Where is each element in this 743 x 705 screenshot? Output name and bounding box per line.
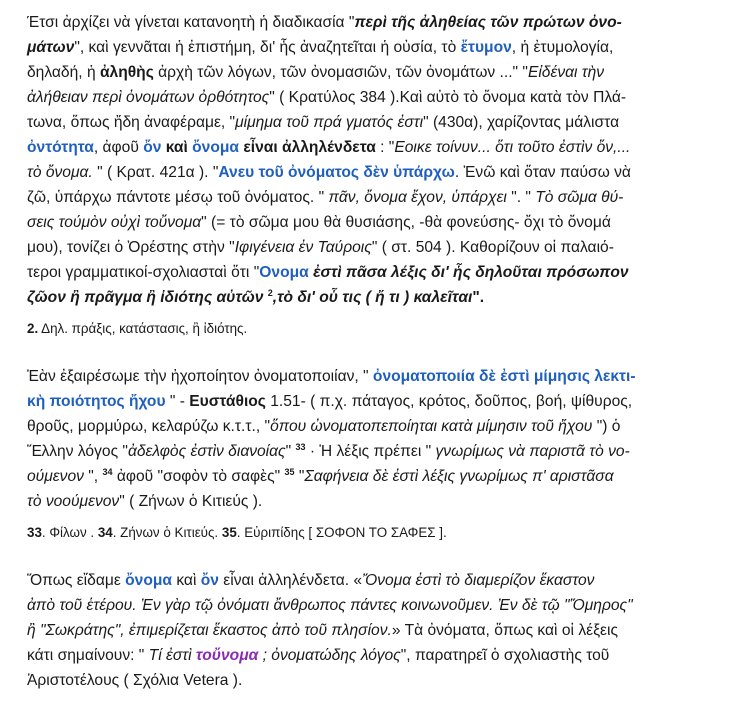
- text: Ἕλλην λόγος ": [27, 443, 128, 460]
- keyword-on: ὄν: [200, 572, 219, 589]
- footnote-ref: 34: [102, 467, 113, 477]
- keyword-ontotita: ὀντότητα: [27, 139, 94, 156]
- keyword-on: ὄν: [143, 139, 162, 156]
- quote-text: ἀλήθειαν περὶ ὀνομάτων ὀρθότητος: [27, 89, 270, 106]
- footnote-text: . Εὐριπίδης [ ΣΟΦΟΝ ΤΟ ΣΑΦΕΣ ].: [236, 525, 447, 540]
- quote-text: τὸ ὄνομα.: [27, 164, 98, 181]
- p1-line-3: [27, 62, 604, 85]
- quote-text: ; ὀνοματώδης λόγος: [258, 647, 401, 664]
- text: " (= τὸ σῶμα μου θὰ θυσιάσης, -θὰ φονεύσης- ὄχι τὸ ὄνομά: [201, 214, 611, 231]
- text: ": [294, 468, 305, 485]
- footnote-ref: 2: [267, 288, 273, 298]
- keyword-anev-onomatos: Ανευ τοῦ ὀνόματος δὲν ὑπάρχω: [218, 164, 455, 181]
- p2-line-6: [27, 491, 262, 514]
- p2-line-4: [27, 441, 630, 464]
- p3-line-2: [27, 595, 633, 618]
- text: εἶναι ἀλληλένδετα. «: [218, 572, 363, 589]
- p3-line-1: [27, 570, 594, 593]
- emphasis-text: περὶ τῆς ἀληθείας τῶν πρώτων ὀνο-: [354, 14, 622, 31]
- keyword-tounoma: τοὔνομα: [195, 647, 259, 664]
- text: τωνα, ὅπως ἤδη ἀναφέραμε, ": [27, 114, 236, 131]
- footnote-number: 33: [27, 525, 42, 540]
- text: , ἡ ἐτυμολογία,: [511, 39, 614, 56]
- footnote-number: 34: [97, 525, 113, 540]
- text: " ( Κρατύλος 384 ).Καὶ αὐτὸ τὸ ὄνομα κατὰ τὸν Πλά-: [269, 89, 627, 106]
- text: : ": [375, 139, 395, 156]
- p2-line-5: [27, 466, 614, 489]
- keyword-onomatopoiia: κὴ ποιότητος ἤχου: [27, 393, 166, 410]
- text: καὶ: [161, 139, 193, 156]
- p1-line-4: [27, 87, 626, 110]
- text: ζῶ, ὑπάρχω πάντοτε μέσῳ τοῦ ὀνόματος. ": [27, 189, 329, 206]
- emphasis-text: εἶναι ἀλληλένδετα: [239, 139, 376, 156]
- p1-line-5: [27, 112, 619, 135]
- quote-text: ἀπὸ τοῦ ἑτέρου. Ἐν γὰρ τῷ ὀνόματι ἄνθρωπος πάντες κοινωνοῦμεν. Ἐν δὲ τῷ "Ὅμηρος": [27, 597, 633, 614]
- text: ", παρατηρεῖ ὁ σχολιαστὴς τοῦ: [400, 647, 610, 664]
- p1-line-2: [27, 37, 613, 60]
- text: . Ἐνῶ καὶ ὅταν παύσω νὰ: [454, 164, 631, 181]
- text: ", καὶ γεννᾶται ἡ ἐπιστήμη, δι' ἧς ἀναζητεῖται ἡ οὐσία, τὸ: [74, 39, 461, 56]
- text: » Τὰ ὀνόματα, ὅπως καὶ οἱ λέξεις: [391, 622, 618, 639]
- text: ".: [472, 289, 485, 306]
- p3-line-3: [27, 620, 618, 643]
- p3-line-5: [27, 670, 242, 693]
- quote-text: Τὸ σῶμα θύ-: [535, 189, 624, 206]
- quote-text: ἀδελφὸς ἐστὶν διανοίας: [127, 443, 286, 460]
- p1-line-1: [27, 12, 622, 35]
- keyword-onoma: ὄνομα: [125, 572, 172, 589]
- quote-text: Εἰδέναι τὴν: [527, 64, 605, 81]
- text: θροῦς, μορμύρω, κελαρύζω κ.τ.τ., ": [27, 418, 271, 435]
- quote-text: Ὄνομα ἐστὶ τὸ διαμερίζον ἕκαστον: [362, 572, 595, 589]
- text: " (430α), χαρίζοντας μάλιστα: [423, 114, 620, 131]
- p1-line-11: [27, 262, 629, 285]
- quote-text: Εοικε τοίνυν... ὅτι τοῦτο ἐστὶν ὄν,...: [394, 139, 631, 156]
- footnotes-33-35: [27, 522, 447, 545]
- text: Έτσι ἀρχίζει νὰ γίνεται κατανοητὴ ἡ διαδικασία ": [27, 14, 355, 31]
- keyword-alethes: ἀληθὴς: [99, 64, 154, 81]
- emphasis-text: ἐστὶ πᾶσα λέξις δι' ἧς δηλοῦται πρόσωπον: [308, 264, 629, 281]
- footnote-ref: 35: [284, 467, 295, 477]
- text: μου), τονίζει ὁ Ὀρέστης στὴν ": [27, 239, 235, 256]
- quote-text: πᾶν, ὄνομα ἔχον, ὑπάρχει: [328, 189, 507, 206]
- text: " ( Ζήνων ὁ Κιτιεύς ).: [119, 493, 263, 510]
- keyword-onoma: ὄνομα: [192, 139, 240, 156]
- text: Ἀριστοτέλους ( Σχόλια Vetera ).: [27, 672, 243, 689]
- text: ") ὁ: [592, 418, 621, 435]
- keyword-onomatopoiia: ὀνοματοποιία δὲ ἐστὶ μίμησις λεκτι-: [372, 368, 636, 385]
- quote-text: τὸ νοούμενον: [27, 493, 120, 510]
- text: " ( στ. 504 ). Καθορίζουν οἱ παλαιό-: [371, 239, 614, 256]
- p1-line-8: [27, 187, 623, 210]
- footnote-number: 2.: [27, 321, 39, 336]
- text: ἀρχὴ τῶν λόγων, τῶν ὀνομασιῶν, τῶν ὀνομάτων ..." ": [153, 64, 528, 81]
- p2-line-3: [27, 416, 620, 439]
- quote-text: Σαφήνεια δὲ ἐστὶ λέξις γνωρίμως π' αριστᾶσα: [304, 468, 614, 485]
- text: , ἀφοῦ: [93, 139, 144, 156]
- emphasis-text: ,τὸ δι' οὗ τις ( ἤ τι ) καλεῖται: [272, 289, 473, 306]
- text: 1.51- ( π.χ. πάταγος, κρότος, δοῦπος, βοή, ψίθυρος,: [265, 393, 633, 410]
- keyword-onoma-def: Ονομα: [259, 264, 309, 281]
- emphasis-text: ζῶον ἢ πρᾶγμα ἢ ἰδιότης αὐτῶν: [27, 289, 268, 306]
- text: ἀφοῦ "σοφὸν τὸ σαφὲς": [112, 468, 285, 485]
- footnote-number: 35: [221, 525, 237, 540]
- text: δηλαδή, ἡ: [27, 64, 100, 81]
- quote-text: ούμενον: [27, 468, 84, 485]
- text: ": [285, 443, 296, 460]
- footnote-ref: 33: [295, 442, 306, 452]
- text: ",: [83, 468, 103, 485]
- text: " -: [165, 393, 190, 410]
- quote-text: σεις τούμὸν οὐχὶ τοὔνομα: [27, 214, 202, 231]
- emphasis-text: μάτων: [27, 39, 75, 56]
- text: Ἐὰν ἐξαιρέσωμε τὴν ἠχοποίητον ὀνοματοποιίαν, ": [27, 368, 373, 385]
- text: Ὅπως εἴδαμε: [27, 572, 126, 589]
- author-eustathios: Ευστάθιος: [189, 393, 266, 410]
- text: κάτι σημαίνουν: ": [27, 647, 149, 664]
- keyword-etymon: ἔτυμον: [460, 39, 512, 56]
- quote-text: γνωρίμως νὰ παριστᾶ τὸ νο-: [435, 443, 630, 460]
- p1-line-10: [27, 237, 614, 260]
- text: · Ἡ λέξις πρέπει ": [305, 443, 436, 460]
- quote-text: μίμημα τοῦ πρά γματός ἐστι: [235, 114, 424, 131]
- text: τεροι γραμματικοί-σχολιασταὶ ὅτι ": [27, 264, 260, 281]
- p2-line-2: [27, 391, 632, 414]
- text: καὶ: [171, 572, 201, 589]
- footnote-text: . Φίλων .: [41, 525, 98, 540]
- p1-line-6: [27, 137, 630, 160]
- footnote-text: . Ζήνων ὁ Κιτιεύς.: [112, 525, 222, 540]
- p1-line-9: [27, 212, 611, 235]
- footnote-text: Δηλ. πράξις, κατάστασις, ἢ ἰδιότης.: [38, 321, 248, 336]
- p1-line-12: [27, 287, 484, 310]
- quote-text: Ιφιγένεια ἐν Ταύροις: [234, 239, 372, 256]
- text: " ( Κρατ. 421α ). ": [97, 164, 219, 181]
- footnote-2: [27, 318, 247, 341]
- p3-line-4: [27, 645, 609, 668]
- p2-line-1: [27, 366, 636, 389]
- quote-text: Τί ἐστὶ: [148, 647, 196, 664]
- text: ". ": [506, 189, 536, 206]
- quote-text: ἢ "Σωκράτης", ἐπιμερίζεται ἕκαστος ἀπὸ τοῦ πλησίον.: [27, 622, 392, 639]
- p1-line-7: [27, 162, 631, 185]
- quote-text: ὅπου ὠνοματοπεποίηται κατὰ μίμησιν τοῦ ἤχου: [270, 418, 593, 435]
